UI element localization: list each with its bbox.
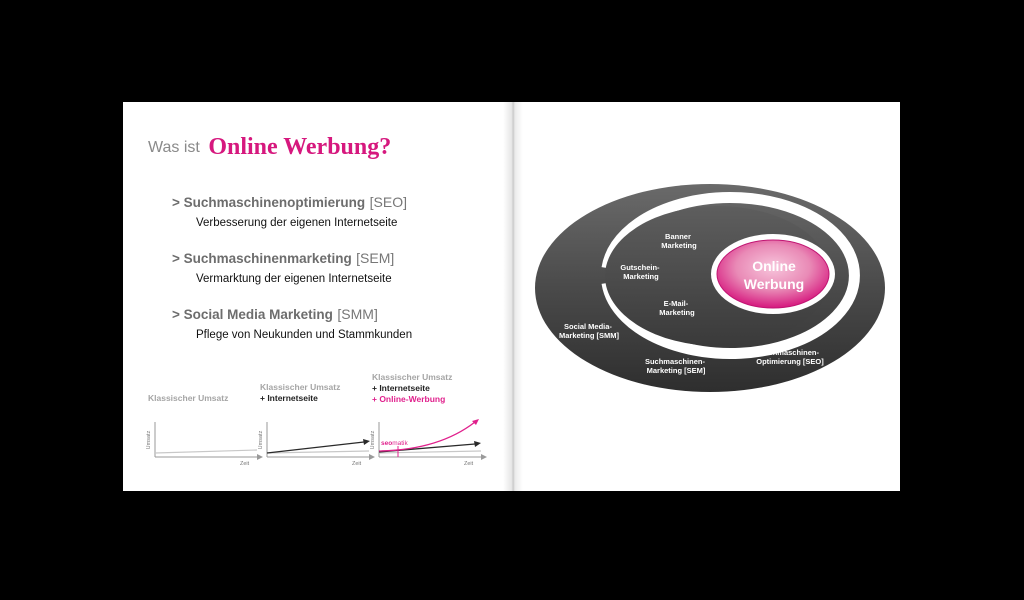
caption-line: + Internetseite <box>260 393 318 403</box>
center-label-line1: Online <box>752 258 796 274</box>
topic-heading: > Suchmaschinenoptimierung <box>172 195 366 210</box>
mini-chart-2-caption <box>260 382 340 404</box>
title-prefix: Was ist <box>148 139 200 156</box>
caption-line: Klassischer Umsatz <box>260 382 341 392</box>
mini-chart-internet <box>257 420 377 473</box>
y-axis-label: Umsatz <box>258 430 264 450</box>
topic-sem <box>172 250 394 285</box>
right-page <box>511 102 900 491</box>
mini-chart-classic-plot <box>145 420 265 468</box>
caption-line: + Internetseite <box>372 383 430 393</box>
topic-smm <box>172 306 412 341</box>
caption-line: + Online-Werbung <box>372 394 446 404</box>
seomatik-logo: seomatik <box>381 440 408 447</box>
classic-revenue-line <box>155 450 257 453</box>
book-spine-shadow <box>503 102 523 491</box>
mini-chart-internet-plot <box>257 420 377 468</box>
topic-abbreviation: [SEM] <box>356 250 395 266</box>
sem-label: Suchmaschinen- Marketing [SEM] <box>644 357 706 375</box>
mini-chart-1-caption <box>148 393 228 404</box>
topic-description: Vermarktung der eigenen Internetseite <box>196 273 392 285</box>
y-axis-label: Umsatz <box>146 430 152 450</box>
online-werbung-diagram <box>511 102 900 491</box>
x-axis-label: Zeit <box>352 461 362 467</box>
topic-description: Pflege von Neukunden und Stammkunden <box>196 329 413 341</box>
smm-label: Social Media- Marketing [SMM] <box>559 322 619 340</box>
center-label-line2: Werbung <box>743 276 805 292</box>
x-axis-label: Zeit <box>240 461 250 467</box>
x-axis-label: Zeit <box>464 461 474 467</box>
caption-line: Klassischer Umsatz <box>148 393 229 403</box>
topic-description: Verbesserung der eigenen Internetseite <box>196 217 398 229</box>
caption-line: Klassischer Umsatz <box>372 372 453 382</box>
left-page <box>123 102 511 491</box>
y-axis-label: Umsatz <box>370 430 376 450</box>
topic-heading: > Social Media Marketing <box>172 307 333 322</box>
email-marketing-label: E-Mail- Marketing <box>659 299 695 317</box>
mini-chart-online <box>369 420 489 473</box>
page-title <box>148 134 391 161</box>
mini-chart-classic <box>145 420 265 473</box>
mini-chart-3-caption <box>372 372 452 405</box>
topic-seo <box>172 194 407 229</box>
title-main: Online Werbung? <box>208 134 392 160</box>
banner-marketing-label: Banner Marketing <box>661 232 697 250</box>
gutschein-marketing-label: Gutschein- Marketing <box>620 263 660 281</box>
topic-heading: > Suchmaschinenmarketing <box>172 251 352 266</box>
internet-arrow <box>474 441 481 447</box>
mini-chart-online-plot <box>369 420 489 468</box>
seo-label: Suchmaschinen- Optimierung [SEO] <box>756 348 824 366</box>
topic-abbreviation: [SEO] <box>369 194 407 210</box>
center-core <box>717 240 829 308</box>
x-axis-arrow <box>481 454 487 460</box>
topic-abbreviation: [SMM] <box>337 306 378 322</box>
